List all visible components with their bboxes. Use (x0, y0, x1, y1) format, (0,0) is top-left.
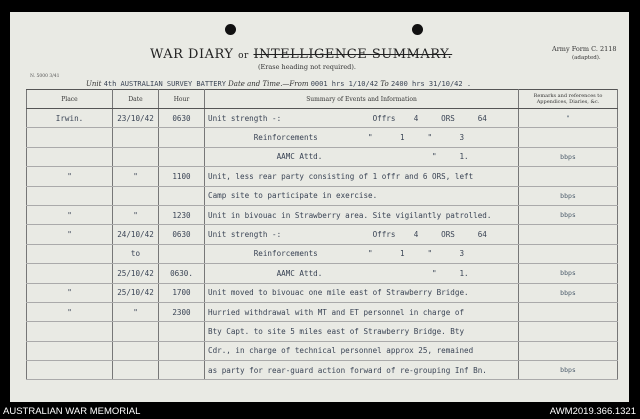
cell-place: " (27, 205, 113, 224)
cell-place (27, 341, 113, 360)
table-row (27, 283, 618, 302)
title-or: or (238, 51, 249, 61)
cell-place: " (27, 225, 113, 244)
cell-date (113, 186, 159, 205)
form-adapted: (adapted). (572, 55, 601, 61)
diary-table (26, 89, 618, 380)
cell-remarks: bbps (519, 147, 618, 166)
table-row (27, 244, 618, 263)
cell-summary: Bty Capt. to site 5 miles east of Strawberry Bridge. Bty (205, 322, 519, 341)
cell-remarks (519, 322, 618, 341)
cell-remarks (519, 341, 618, 360)
punch-hole (412, 24, 423, 35)
cell-hour (159, 341, 205, 360)
cell-remarks: bbps (519, 186, 618, 205)
cell-hour (159, 186, 205, 205)
cell-date: " (113, 302, 159, 321)
cell-hour (159, 128, 205, 147)
table-row (27, 128, 618, 147)
cell-date: " (113, 205, 159, 224)
cell-summary: Reinforcements " 1 " 3 (205, 128, 519, 147)
unit-line (86, 80, 471, 88)
cell-place: Irwin. (27, 109, 113, 128)
cell-summary: Hurried withdrawal with MT and ET personnel in charge of (205, 302, 519, 321)
cell-place (27, 322, 113, 341)
cell-remarks (519, 225, 618, 244)
cell-date: 23/10/42 (113, 109, 159, 128)
form-reference: Army Form C. 2118 (552, 45, 617, 53)
title-struck: INTELLIGENCE SUMMARY. (253, 47, 453, 62)
to-label: To (380, 80, 389, 88)
cell-hour: 0630 (159, 225, 205, 244)
table-row (27, 167, 618, 186)
cell-summary: Cdr., in charge of technical personnel approx 25, remained (205, 341, 519, 360)
cell-hour (159, 244, 205, 263)
unit-value: 4th AUSTRALIAN SURVEY BATTERY (103, 80, 226, 88)
cell-hour (159, 322, 205, 341)
date-to: 2400 hrs 31/10/42 . (390, 80, 472, 88)
cell-summary: AAMC Attd. " 1. (205, 264, 519, 283)
cell-summary: Unit strength -: Offrs 4 ORS 64 (205, 109, 519, 128)
cell-place (27, 186, 113, 205)
cell-place (27, 128, 113, 147)
cell-place: " (27, 283, 113, 302)
cell-place: " (27, 167, 113, 186)
punch-hole (225, 24, 236, 35)
col-place: Place (27, 90, 113, 109)
cell-date: 25/10/42 (113, 264, 159, 283)
table-row (27, 322, 618, 341)
table-header (27, 90, 618, 109)
cell-summary: Unit moved to bivouac one mile east of Strawberry Bridge. (205, 283, 519, 302)
cell-date (113, 322, 159, 341)
title-main: WAR DIARY (150, 47, 234, 62)
cell-hour: 1700 (159, 283, 205, 302)
cell-summary: AAMC Attd. " 1. (205, 147, 519, 166)
cell-hour (159, 361, 205, 380)
cell-remarks: bbps (519, 283, 618, 302)
col-hour: Hour (159, 90, 205, 109)
cell-summary: Reinforcements " 1 " 3 (205, 244, 519, 263)
cell-hour: 0630. (159, 264, 205, 283)
table-row (27, 147, 618, 166)
cell-remarks (519, 128, 618, 147)
cell-hour: 0630 (159, 109, 205, 128)
cell-place: " (27, 302, 113, 321)
col-remarks: Remarks and references to Appendices, Diaries, &c. (519, 90, 618, 109)
table-row (27, 264, 618, 283)
cell-hour: 1230 (159, 205, 205, 224)
cell-remarks (519, 302, 618, 321)
cell-place (27, 264, 113, 283)
cell-remarks (519, 167, 618, 186)
cell-date (113, 147, 159, 166)
cell-place (27, 147, 113, 166)
cell-place (27, 244, 113, 263)
cell-date: 24/10/42 (113, 225, 159, 244)
print-code: N. 5000 3/41 (30, 74, 60, 79)
cell-date (113, 128, 159, 147)
date-label: Date and Time.—From (228, 80, 309, 88)
cell-date: 25/10/42 (113, 283, 159, 302)
table-row (27, 109, 618, 128)
table-row (27, 205, 618, 224)
cell-date (113, 341, 159, 360)
cell-hour: 1100 (159, 167, 205, 186)
cell-date: " (113, 167, 159, 186)
footer-accession: AWM2019.366.1321 (549, 406, 636, 417)
col-summary: Summary of Events and Information (205, 90, 519, 109)
table-row (27, 341, 618, 360)
cell-date: to (113, 244, 159, 263)
date-from: 0001 hrs 1/10/42 (310, 80, 379, 88)
cell-remarks: bbps (519, 361, 618, 380)
cell-summary: Camp site to participate in exercise. (205, 186, 519, 205)
col-date: Date (113, 90, 159, 109)
subtitle: (Erase heading not required). (258, 63, 356, 71)
cell-hour: 2300 (159, 302, 205, 321)
cell-remarks (519, 244, 618, 263)
table-row (27, 302, 618, 321)
page-title (150, 47, 452, 62)
table-row (27, 361, 618, 380)
cell-date (113, 361, 159, 380)
cell-remarks: " (519, 109, 618, 128)
table-row (27, 225, 618, 244)
table-row (27, 186, 618, 205)
unit-label: Unit (86, 80, 102, 88)
cell-remarks: bbps (519, 264, 618, 283)
cell-place (27, 361, 113, 380)
cell-summary: Unit strength -: Offrs 4 ORS 64 (205, 225, 519, 244)
cell-hour (159, 147, 205, 166)
cell-summary: as party for rear-guard action forward of re-grouping Inf Bn. (205, 361, 519, 380)
footer-credit: AUSTRALIAN WAR MEMORIAL (3, 406, 141, 417)
cell-summary: Unit in bivouac in Strawberry area. Site vigilantly patrolled. (205, 205, 519, 224)
cell-summary: Unit, less rear party consisting of 1 offr and 6 ORS, left (205, 167, 519, 186)
cell-remarks: bbps (519, 205, 618, 224)
